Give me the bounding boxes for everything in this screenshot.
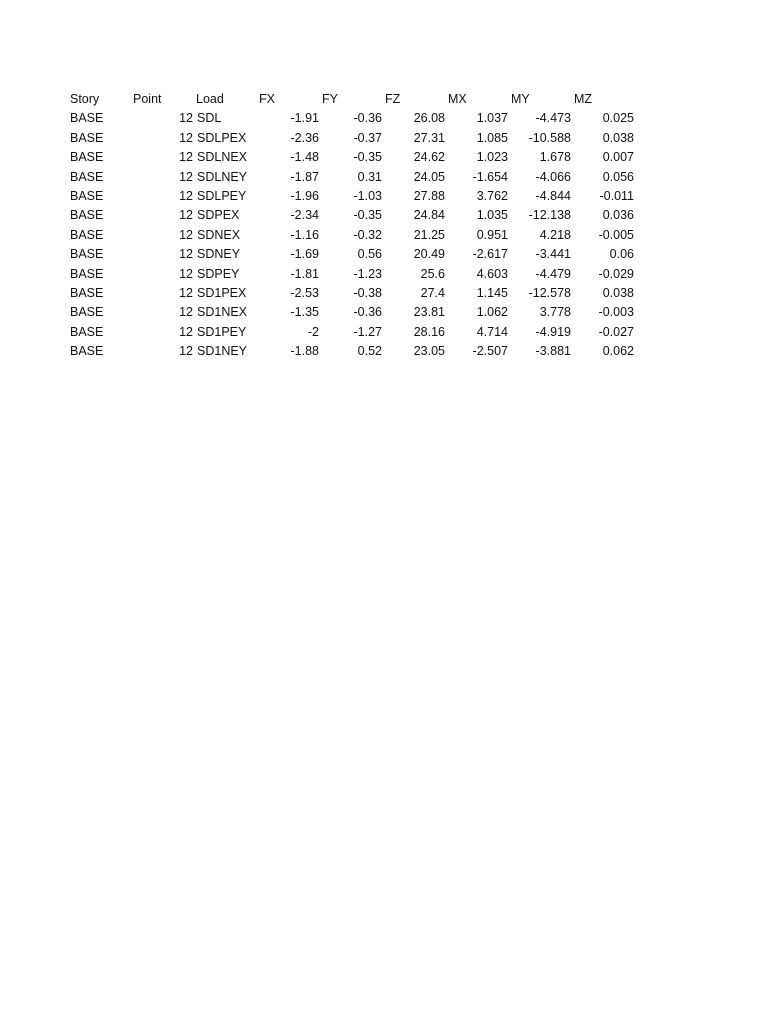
cell-fz: 28.16 [413,324,445,339]
cell-fx: -1.96 [290,189,319,204]
cell-fx: -2.53 [290,286,319,301]
spreadsheet [67,90,634,362]
header-mx: MX [448,92,467,106]
cell-fx: -1.16 [290,227,319,242]
table-row [67,265,634,284]
cell-fz: 27.31 [413,130,445,145]
cell-point: 12 [179,150,193,165]
cell-mx: 1.085 [476,130,508,145]
cell-point: 12 [179,305,193,320]
table-row [67,303,634,322]
cell-fy: -0.37 [353,130,382,145]
cell-my: -12.578 [528,286,571,301]
cell-fz: 24.05 [413,169,445,184]
cell-my: -4.919 [535,324,571,339]
header-fz: FZ [385,92,401,106]
table-row [67,206,634,225]
cell-fy: -0.36 [353,111,382,126]
cell-mz: -0.003 [598,305,634,320]
cell-mx: 1.023 [476,150,508,165]
cell-load: SDLNEY [197,169,248,184]
cell-load: SD1PEY [197,324,247,339]
cell-fx: -1.87 [290,169,319,184]
cell-mz: 0.038 [602,286,634,301]
cell-load: SD1NEX [197,305,248,320]
cell-fy: -1.03 [353,189,382,204]
cell-my: -4.479 [535,266,571,281]
cell-mz: 0.025 [602,111,634,126]
table-row [67,284,634,303]
cell-fx: -2 [307,324,319,339]
cell-load: SD1PEX [197,286,247,301]
cell-story: BASE [70,324,104,339]
cell-mz: 0.038 [602,130,634,145]
cell-mx: 1.037 [476,111,508,126]
cell-story: BASE [70,111,104,126]
cell-mz: 0.062 [602,344,634,359]
header-mz: MZ [574,92,593,106]
header-fy: FY [322,92,338,106]
cell-fy: -1.27 [353,324,382,339]
cell-fx: -1.69 [290,247,319,262]
cell-fx: -1.81 [290,266,319,281]
cell-fx: -1.35 [290,305,319,320]
cell-mz: 0.036 [602,208,634,223]
table-row [67,323,634,342]
cell-fz: 24.84 [413,208,445,223]
cell-mz: -0.005 [598,227,634,242]
cell-fz: 27.88 [413,189,445,204]
cell-my: -4.473 [535,111,571,126]
cell-mx: 4.603 [476,266,508,281]
cell-fx: -2.34 [290,208,319,223]
table-body [67,109,634,361]
cell-point: 12 [179,111,193,126]
cell-fz: 26.08 [413,111,445,126]
cell-load: SD1NEY [197,344,248,359]
cell-fy: -0.32 [353,227,382,242]
cell-story: BASE [70,189,104,204]
table-row [67,226,634,245]
cell-my: -3.881 [535,344,571,359]
cell-fy: -1.23 [353,266,382,281]
cell-fy: 0.31 [357,169,382,184]
cell-my: 3.778 [539,305,571,320]
cell-my: 1.678 [539,150,571,165]
cell-load: SDNEY [197,247,241,262]
cell-fz: 27.4 [420,286,445,301]
cell-mz: 0.007 [602,150,634,165]
cell-my: -4.066 [535,169,571,184]
cell-point: 12 [179,189,193,204]
cell-fz: 23.05 [413,344,445,359]
header-my: MY [511,92,530,106]
cell-mx: -1.654 [472,169,508,184]
cell-mx: 1.062 [476,305,508,320]
cell-mx: 3.762 [476,189,508,204]
cell-fz: 24.62 [413,150,445,165]
header-story: Story [70,92,100,106]
table-row [67,342,634,361]
cell-point: 12 [179,169,193,184]
cell-mz: -0.027 [598,324,634,339]
cell-story: BASE [70,247,104,262]
base-reactions-table [67,90,634,362]
cell-story: BASE [70,227,104,242]
cell-fz: 23.81 [413,305,445,320]
cell-fy: 0.52 [357,344,382,359]
cell-story: BASE [70,150,104,165]
header-point: Point [133,92,162,106]
table-row [67,109,634,128]
table-row [67,168,634,187]
cell-load: SDPEX [197,208,240,223]
cell-point: 12 [179,247,193,262]
table-row [67,129,634,148]
cell-story: BASE [70,208,104,223]
cell-mx: -2.507 [472,344,508,359]
cell-point: 12 [179,286,193,301]
cell-mz: -0.011 [599,189,634,204]
cell-point: 12 [179,266,193,281]
cell-fy: -0.38 [353,286,382,301]
cell-story: BASE [70,169,104,184]
cell-mx: 1.145 [476,286,508,301]
cell-story: BASE [70,286,104,301]
cell-load: SDNEX [197,227,241,242]
cell-point: 12 [179,130,193,145]
cell-fz: 21.25 [413,227,445,242]
cell-point: 12 [179,208,193,223]
cell-point: 12 [179,344,193,359]
cell-mx: 0.951 [476,227,508,242]
cell-load: SDLPEY [197,189,247,204]
cell-fy: -0.35 [353,150,382,165]
cell-story: BASE [70,305,104,320]
cell-my: -10.588 [528,130,571,145]
cell-mz: 0.056 [602,169,634,184]
cell-story: BASE [70,344,104,359]
cell-point: 12 [179,227,193,242]
cell-fy: -0.36 [353,305,382,320]
cell-mz: -0.029 [598,266,634,281]
cell-story: BASE [70,266,104,281]
cell-fx: -1.91 [290,111,319,126]
cell-mx: 4.714 [476,324,508,339]
cell-my: -12.138 [528,208,571,223]
cell-point: 12 [179,324,193,339]
header-row [67,90,634,109]
cell-mx: 1.035 [476,208,508,223]
cell-mz: 0.06 [609,247,634,262]
table-row [67,148,634,167]
cell-load: SDLNEX [197,150,248,165]
table-row [67,187,634,206]
cell-fy: 0.56 [357,247,382,262]
cell-load: SDLPEX [197,130,247,145]
cell-load: SDPEY [197,266,240,281]
cell-my: 4.218 [539,227,571,242]
table-row [67,245,634,264]
cell-my: -3.441 [535,247,571,262]
cell-load: SDL [197,111,222,126]
cell-fx: -1.88 [290,344,319,359]
cell-story: BASE [70,130,104,145]
cell-fy: -0.35 [353,208,382,223]
cell-fz: 25.6 [420,266,445,281]
cell-fx: -2.36 [290,130,319,145]
cell-fx: -1.48 [290,150,319,165]
header-fx: FX [259,92,275,106]
cell-mx: -2.617 [472,247,508,262]
cell-my: -4.844 [535,189,571,204]
header-load: Load [196,92,224,106]
cell-fz: 20.49 [413,247,445,262]
